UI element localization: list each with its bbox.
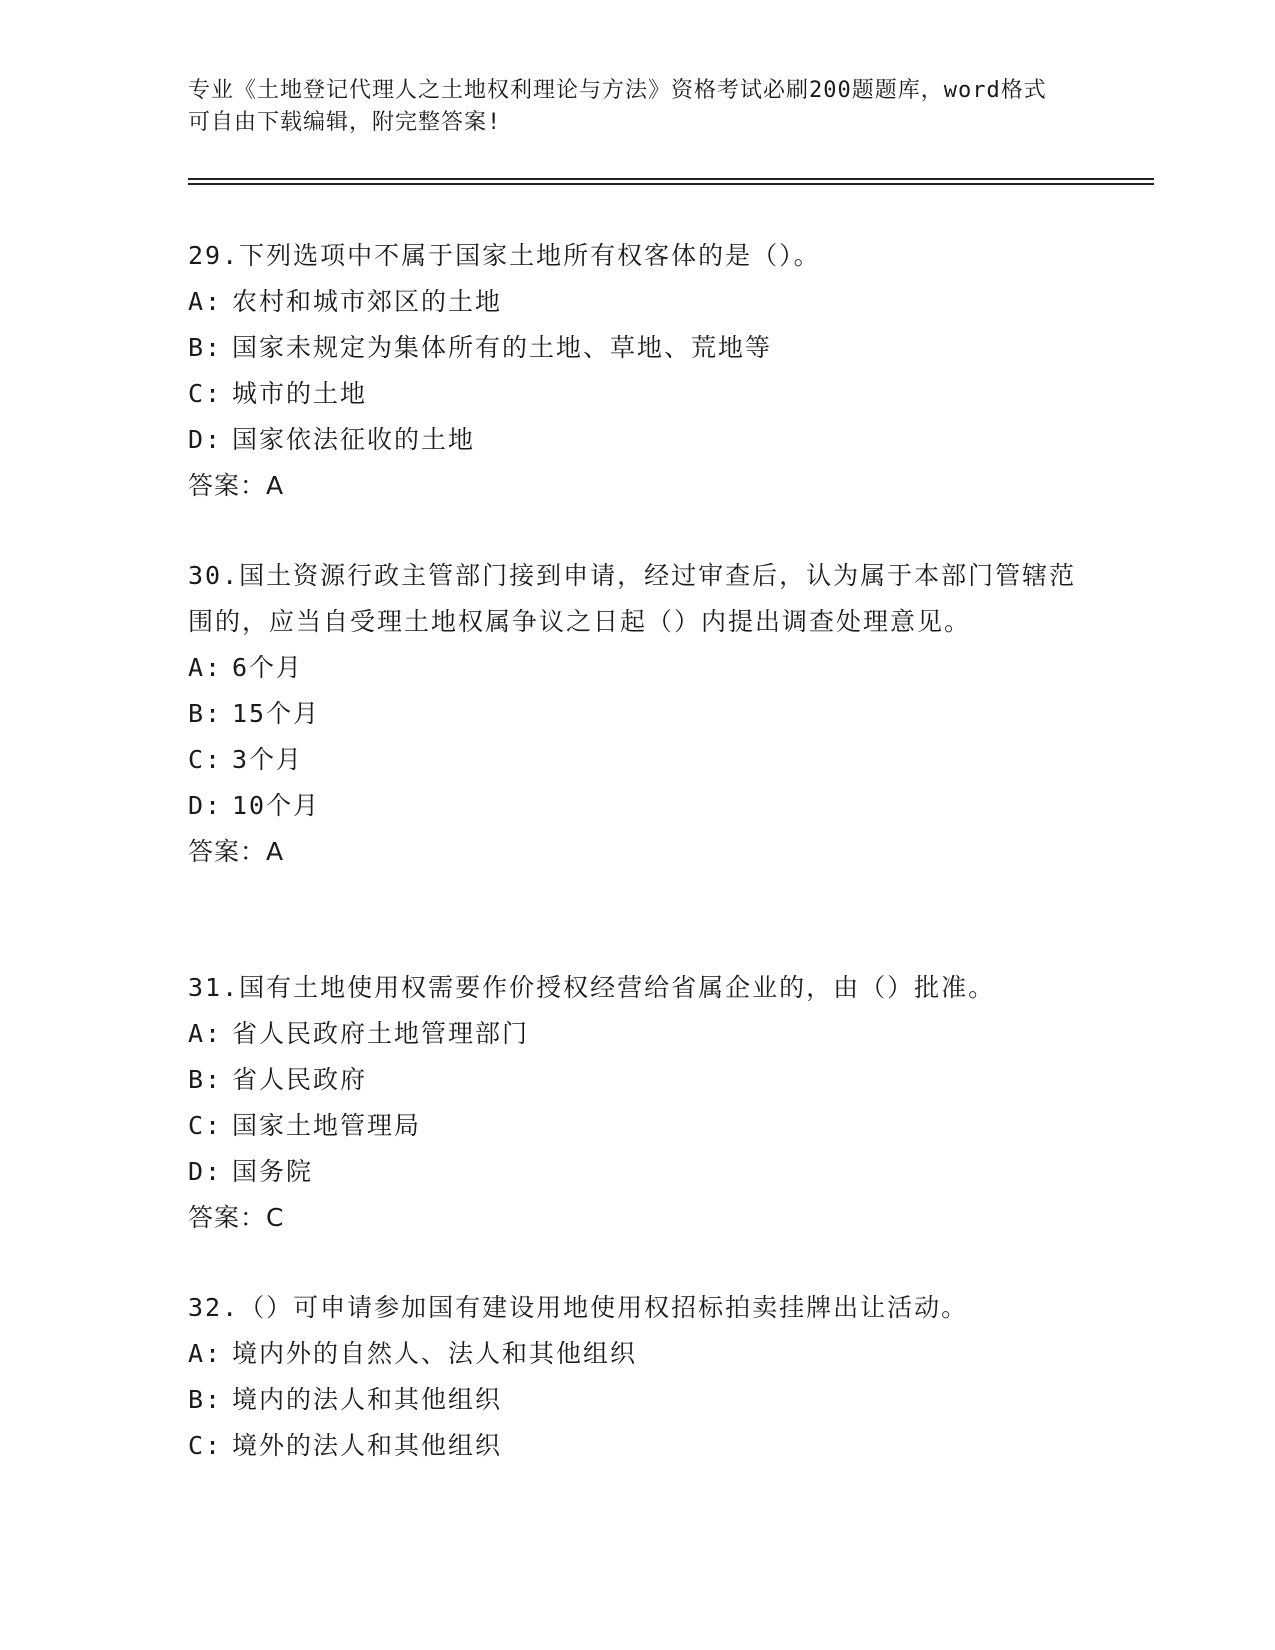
option-b (188, 1057, 1088, 1103)
option-text: 境内外的自然人、法人和其他组织 (232, 1339, 638, 1368)
option-key: A: (188, 1019, 223, 1048)
option-key: C: (188, 745, 223, 774)
option-text: 6个月 (232, 653, 304, 682)
option-text: 境内的法人和其他组织 (232, 1385, 503, 1414)
option-a (188, 1331, 1088, 1377)
option-key: D: (188, 1157, 223, 1186)
option-a (188, 1011, 1088, 1057)
answer-line: 答案：A (188, 837, 285, 866)
option-key: A: (188, 653, 223, 682)
option-d (188, 783, 1088, 829)
question-29 (188, 233, 1088, 509)
option-text: 境外的法人和其他组织 (232, 1431, 503, 1460)
question-stem: 32.（）可申请参加国有建设用地使用权招标拍卖挂牌出让活动。 (188, 1293, 969, 1322)
question-31 (188, 965, 1088, 1241)
option-text: 国务院 (232, 1157, 314, 1186)
question-32 (188, 1285, 1088, 1469)
option-text: 省人民政府 (232, 1065, 368, 1094)
option-key: B: (188, 1385, 223, 1414)
option-key: D: (188, 791, 223, 820)
document-header: 专业《土地登记代理人之土地权利理论与方法》资格考试必刷200题题库，word格式可自由下载编辑，附完整答案! (188, 78, 1047, 135)
option-a (188, 279, 1088, 325)
option-text: 10个月 (232, 791, 321, 820)
option-b (188, 325, 1088, 371)
option-key: A: (188, 1339, 223, 1368)
option-key: B: (188, 1065, 223, 1094)
option-key: C: (188, 1431, 223, 1460)
answer-line: 答案：C (188, 1203, 285, 1232)
option-a (188, 645, 1088, 691)
question-stem: 29.下列选项中不属于国家土地所有权客体的是（）。 (188, 241, 821, 270)
option-b (188, 691, 1088, 737)
question-30 (188, 553, 1088, 875)
option-key: C: (188, 379, 223, 408)
option-d (188, 1149, 1088, 1195)
option-text: 农村和城市郊区的土地 (232, 287, 503, 316)
option-key: C: (188, 1111, 223, 1140)
option-text: 国家未规定为集体所有的土地、草地、荒地等 (232, 333, 773, 362)
option-c (188, 1103, 1088, 1149)
option-text: 15个月 (232, 699, 321, 728)
option-text: 城市的土地 (232, 379, 368, 408)
option-text: 国家土地管理局 (232, 1111, 422, 1140)
header-divider-top (188, 178, 1154, 180)
question-stem: 31.国有土地使用权需要作价授权经营给省属企业的，由（）批准。 (188, 973, 996, 1002)
option-b (188, 1377, 1088, 1423)
option-key: B: (188, 699, 223, 728)
option-text: 省人民政府土地管理部门 (232, 1019, 530, 1048)
header-divider-bottom (188, 183, 1154, 185)
option-key: A: (188, 287, 223, 316)
question-stem: 30.国土资源行政主管部门接到申请，经过审查后，认为属于本部门管辖范围的，应当自受理土地权属争议之日起（）内提出调查处理意见。 (188, 561, 1077, 636)
option-c (188, 737, 1088, 783)
option-d (188, 417, 1088, 463)
option-c (188, 371, 1088, 417)
option-text: 3个月 (232, 745, 304, 774)
option-key: D: (188, 425, 223, 454)
option-text: 国家依法征收的土地 (232, 425, 476, 454)
option-key: B: (188, 333, 223, 362)
answer-line: 答案：A (188, 471, 285, 500)
option-c (188, 1423, 1088, 1469)
